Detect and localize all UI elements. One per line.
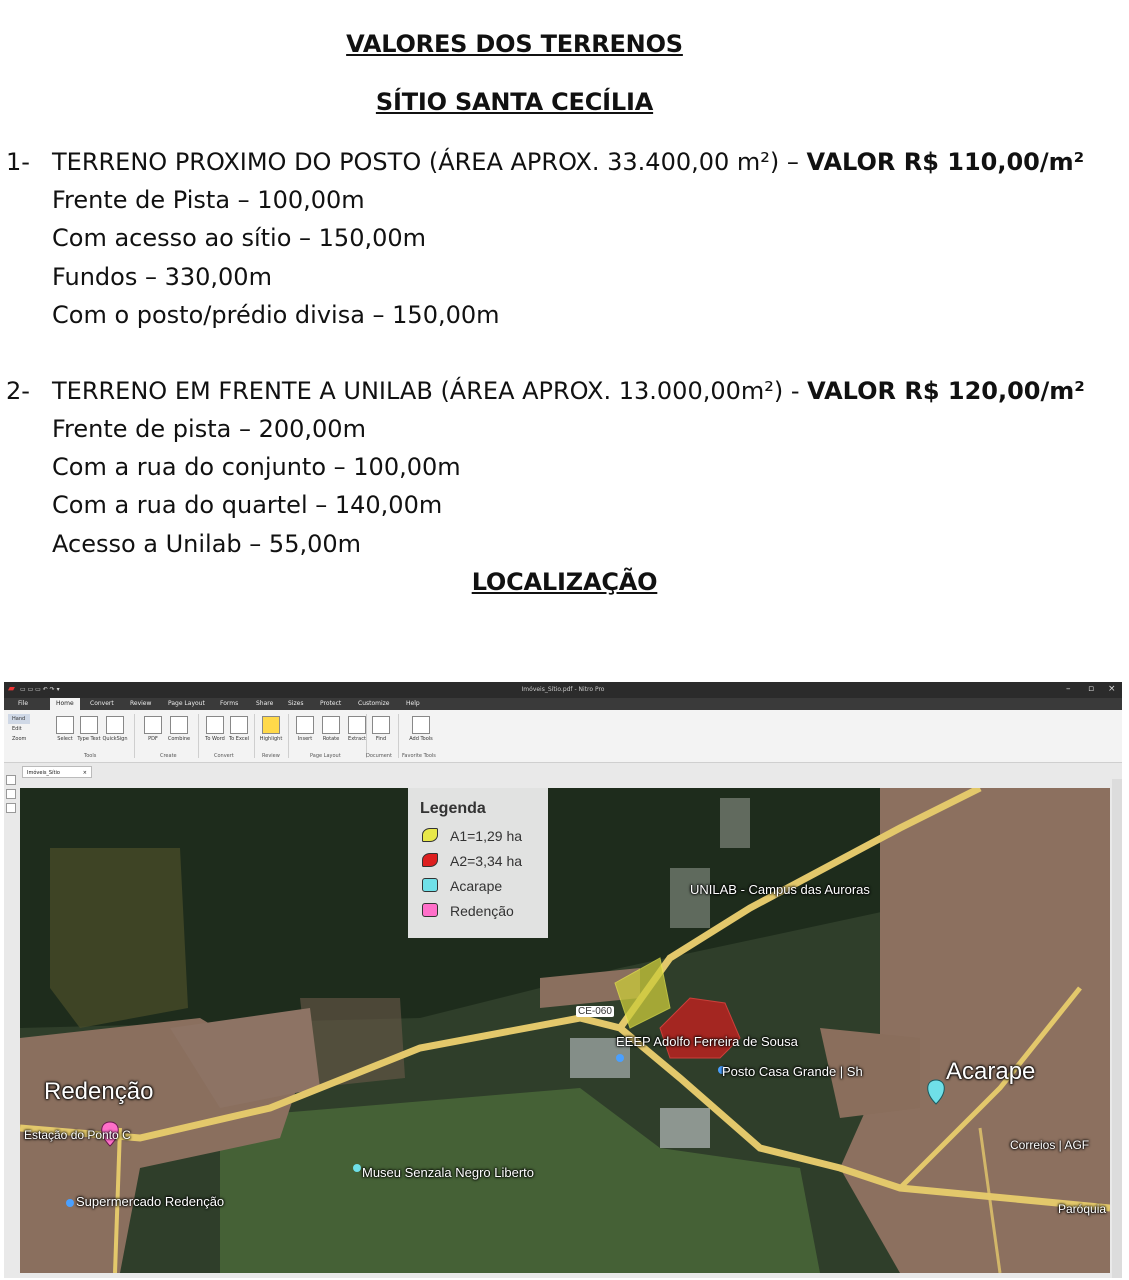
side-panel-icons: [6, 775, 16, 817]
menu-review[interactable]: Review: [130, 700, 152, 707]
word-icon: [206, 716, 224, 734]
minimize-icon[interactable]: –: [1066, 684, 1071, 694]
map-label-unilab: UNILAB - Campus das Auroras: [690, 882, 870, 897]
close-icon[interactable]: ×: [1108, 684, 1116, 694]
rotate-icon: [322, 716, 340, 734]
highlight-button[interactable]: Highlight: [258, 716, 284, 742]
document-tab[interactable]: Imóveis_Sítio ×: [22, 766, 92, 778]
to-word-button[interactable]: To Word: [202, 716, 228, 742]
menu-protect[interactable]: Protect: [320, 700, 342, 707]
to-excel-button[interactable]: To Excel: [226, 716, 252, 742]
group-label: Create: [160, 753, 177, 759]
item-detail: Com o posto/prédio divisa – 150,00m: [52, 301, 500, 329]
map-label-supermercado: Supermercado Redenção: [76, 1194, 225, 1209]
ribbon-toolbar: [4, 710, 1122, 763]
map-label-school: EEEP Adolfo Ferreira de Sousa: [616, 1034, 798, 1049]
insert-button[interactable]: Insert: [292, 716, 318, 742]
find-button[interactable]: Find: [368, 716, 394, 742]
item-detail: Fundos – 330,00m: [52, 263, 272, 291]
insert-icon: [296, 716, 314, 734]
type-text-button[interactable]: Type Text: [76, 716, 102, 742]
maximize-icon[interactable]: ▫: [1088, 684, 1095, 694]
yellow-polygon-icon: [422, 828, 438, 842]
menu-page-layout[interactable]: Page Layout: [168, 700, 205, 707]
app-logo-icon: ▰: [8, 684, 15, 694]
item-description: TERRENO PROXIMO DO POSTO (ÁREA APROX. 33.400,00 m²) –: [52, 148, 807, 176]
pink-square-icon: [422, 903, 438, 917]
item-2-header: [6, 377, 1085, 405]
group-label: Tools: [84, 753, 97, 759]
group-label: Page Layout: [310, 753, 341, 759]
menu-home[interactable]: Home: [50, 698, 80, 710]
legend-entry: A1=1,29 ha: [422, 828, 522, 844]
legend-entry: Redenção: [422, 903, 514, 919]
group-label: Review: [262, 753, 280, 759]
pdf-button[interactable]: PDF: [140, 716, 166, 742]
quick-access-icons[interactable]: ▭ ▭ ▭ ↶ ↷ ▾: [20, 686, 60, 693]
item-detail: Com a rua do conjunto – 100,00m: [52, 453, 461, 481]
highlight-icon: [262, 716, 280, 734]
map-label-road: CE-060: [578, 1006, 612, 1017]
item-detail: Acesso a Unilab – 55,00m: [52, 530, 362, 558]
cursor-icon: [56, 716, 74, 734]
red-polygon-icon: [422, 853, 438, 867]
legend-entry: Acarape: [422, 878, 502, 894]
document-title: VALORES DOS TERRENOS: [346, 30, 683, 58]
map-label-estacao: Estação do Ponto C: [24, 1128, 131, 1142]
excel-icon: [230, 716, 248, 734]
document-tab-strip: [4, 763, 1122, 779]
menu-forms[interactable]: Forms: [220, 700, 239, 707]
tools-icon: [412, 716, 430, 734]
item-1-header: [6, 148, 1084, 176]
item-value: VALOR R$ 110,00/m²: [806, 148, 1085, 176]
satellite-map: [20, 788, 1110, 1273]
edit-tool[interactable]: Edit: [12, 726, 22, 732]
menu-help[interactable]: Help: [406, 700, 420, 707]
pen-icon: [106, 716, 124, 734]
item-detail: Frente de pista – 200,00m: [52, 415, 366, 443]
map-label-redencao: Redenção: [44, 1078, 154, 1105]
combine-button[interactable]: Combine: [166, 716, 192, 742]
select-button[interactable]: Select: [52, 716, 78, 742]
menu-convert[interactable]: Convert: [90, 700, 114, 707]
legend-title: Legenda: [420, 800, 486, 817]
text-icon: [80, 716, 98, 734]
group-label: Favorite Tools: [402, 753, 436, 759]
item-number: 2-: [6, 377, 30, 405]
find-icon: [372, 716, 390, 734]
attachments-icon[interactable]: [6, 803, 16, 813]
menu-sizes[interactable]: Sizes: [288, 700, 304, 707]
hand-tool[interactable]: Hand: [8, 714, 30, 724]
pdf-icon: [144, 716, 162, 734]
map-label-museu: Museu Senzala Negro Liberto: [362, 1165, 534, 1180]
zoom-tool[interactable]: Zoom: [12, 736, 27, 742]
add-tools-button[interactable]: Add Tools: [408, 716, 434, 742]
item-description: TERRENO EM FRENTE A UNILAB (ÁREA APROX. 13.000,00m²) -: [52, 377, 808, 405]
vertical-scrollbar[interactable]: [1112, 779, 1122, 1278]
item-detail: Com a rua do quartel – 140,00m: [52, 491, 443, 519]
close-tab-icon[interactable]: ×: [82, 770, 87, 776]
pages-icon[interactable]: [6, 775, 16, 785]
legend-entry: A2=3,34 ha: [422, 853, 522, 869]
menu-customize[interactable]: Customize: [358, 700, 390, 707]
map-label-acarape: Acarape: [946, 1058, 1036, 1085]
window-titlebar: [4, 682, 1122, 698]
group-label: Document: [366, 753, 392, 759]
item-detail: Com acesso ao sítio – 150,00m: [52, 224, 427, 252]
combine-icon: [170, 716, 188, 734]
menu-file[interactable]: File: [18, 700, 29, 707]
extract-button[interactable]: Extract: [344, 716, 370, 742]
map-label-correios: Correios | AGF: [1010, 1138, 1090, 1152]
extract-icon: [348, 716, 366, 734]
cyan-square-icon: [422, 878, 438, 892]
map-legend: [408, 788, 548, 938]
ribbon-tabs: [4, 698, 1122, 710]
window-title: Imóveis_Sítio.pdf - Nitro Pro: [521, 686, 605, 693]
map-label-paroquia: Paróquia: [1058, 1202, 1107, 1216]
map-label-posto: Posto Casa Grande | Sh: [722, 1064, 863, 1079]
menu-share[interactable]: Share: [256, 700, 274, 707]
item-detail: Frente de Pista – 100,00m: [52, 186, 365, 214]
bookmarks-icon[interactable]: [6, 789, 16, 799]
group-label: Convert: [214, 753, 234, 759]
document-subtitle: SÍTIO SANTA CECÍLIA: [375, 88, 654, 116]
item-value: VALOR R$ 120,00/m²: [807, 377, 1085, 405]
rotate-button[interactable]: Rotate: [318, 716, 344, 742]
location-heading: LOCALIZAÇÃO: [471, 568, 658, 596]
pdf-viewer-screenshot: [4, 682, 1122, 1278]
quicksign-button[interactable]: QuickSign: [102, 716, 128, 742]
item-number: 1-: [6, 148, 30, 176]
